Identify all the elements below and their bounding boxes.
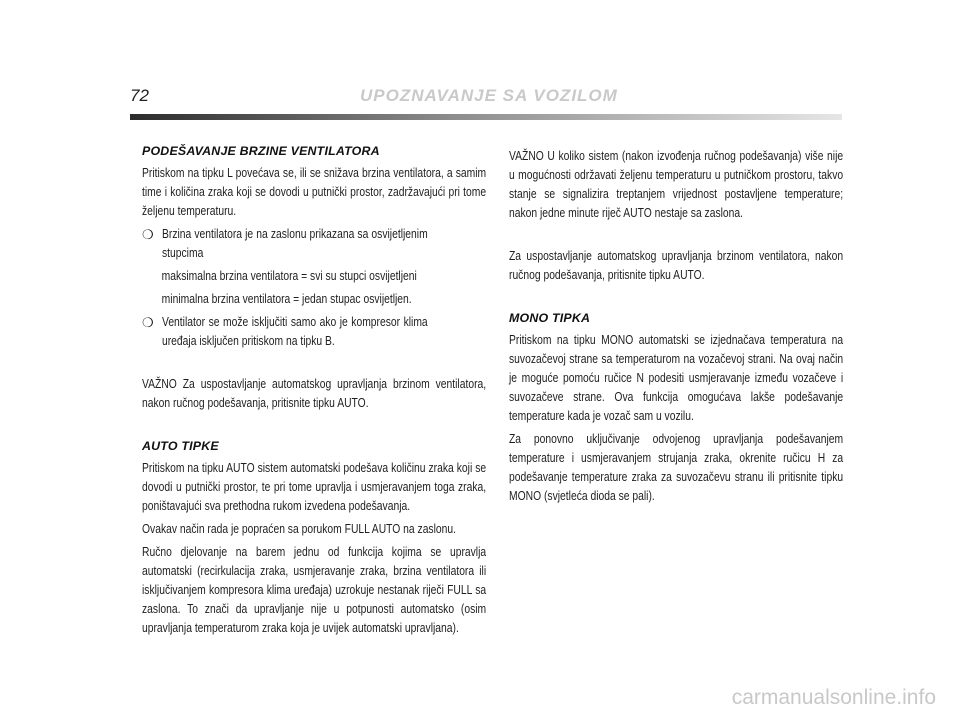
bullet-text: Ventilator se može isključiti samo ako je kompresor klima uređaja isključen pritiskom na tipku B.: [162, 315, 428, 348]
page-number: 72: [130, 86, 149, 105]
right-column: [509, 147, 843, 510]
auto-restore-note: Za uspostavljanje automatskog upravljanja brzinom ventilatora, nakon ručnog podešavanja, pritisnite tipku AUTO.: [509, 249, 844, 282]
left-column: [142, 142, 486, 642]
bullet-subline: minimalna brzina ventilatora = jedan stupac osvijetljen.: [161, 292, 412, 306]
fan-speed-important: VAŽNO Za uspostavljanje automatskog upravljanja brzinom ventilatora, nakon ručnog podešavanja, pritisnite tipku AUTO.: [142, 377, 487, 410]
watermark: carmanualsonline.info: [731, 686, 936, 709]
bullet-icon: ❍: [142, 315, 154, 330]
auto-important: VAŽNO U koliko sistem (nakon izvođenja ručnog podešavanja) više nije u mogućnosti održavati željenu temperaturu u putničkom prostoru, takvo stanje se signalizira treptanjem vrijednost postavljene temperature; nakon jedne minute riječ AUTO nestaje sa zaslona.: [509, 149, 844, 220]
chapter-title: UPOZNAVANJE SA VOZILOM: [360, 86, 618, 105]
list-item: [142, 313, 486, 351]
auto-paragraph: Ovakav način rada je popraćen sa porukom FULL AUTO na zaslonu.: [142, 522, 456, 536]
fan-speed-intro: Pritiskom na tipku L povećava se, ili se snižava brzina ventilatora, a samim time i količina zraka koji se dovodi u putnički prostor, zadržavajući pri tome željenu temperaturu.: [142, 166, 487, 218]
bullet-icon: ❍: [142, 227, 154, 242]
mono-paragraph: Za ponovno uključivanje odvojenog upravljanja podešavanjem temperature i usmjeravanjem strujanja zraka, okrenite ručicu H za podešavanje temperature zraka za suvozačevu stranu ili pritisnite tipku MONO (svjetleća dioda se pali).: [509, 432, 844, 503]
header-rule: [130, 114, 842, 120]
mono-paragraph: Pritiskom na tipku MONO automatski se izjednačava temperatura na suvozačevoj strane sa temperaturom na vozačevoj strani. Na ovaj način je moguće pomoću ručice N podesiti usmjeravanje između vozačeve i suvozačeve strane. Ova funkcija omogućava lakše podešavanje temperature kada je vozač sam u vozilu.: [509, 333, 844, 423]
fan-speed-heading: PODEŠAVANJE BRZINE VENTILATORA: [142, 144, 380, 158]
auto-paragraph: Ručno djelovanje na barem jednu od funkcija kojima se upravlja automatski (recirkulacija zraka, usmjeravanje zraka, brzina ventilatora ili isključivanjem kompresora klima uređaja) uzrokuje nestanak riječi FULL sa zaslona. To znači da upravljanje nije u potpunosti automatsko (osim upravljanja temperaturom zraka koja je uvijek automatski upravljana).: [142, 545, 487, 635]
list-item: [142, 225, 486, 263]
mono-heading: MONO TIPKA: [509, 311, 591, 325]
bullet-subline: maksimalna brzina ventilatora = svi su stupci osvijetljeni: [161, 269, 417, 283]
auto-heading: AUTO TIPKE: [142, 439, 219, 453]
bullet-text: Brzina ventilatora je na zaslonu prikazana sa osvijetljenim stupcima: [162, 227, 428, 260]
auto-paragraph: Pritiskom na tipku AUTO sistem automatski podešava količinu zraka koji se dovodi u putnički prostor, te pri tome upravlja i usmjeravanjem toga zraka, poništavajući sva prethodna rukom izvedena podešavanja.: [142, 461, 487, 513]
